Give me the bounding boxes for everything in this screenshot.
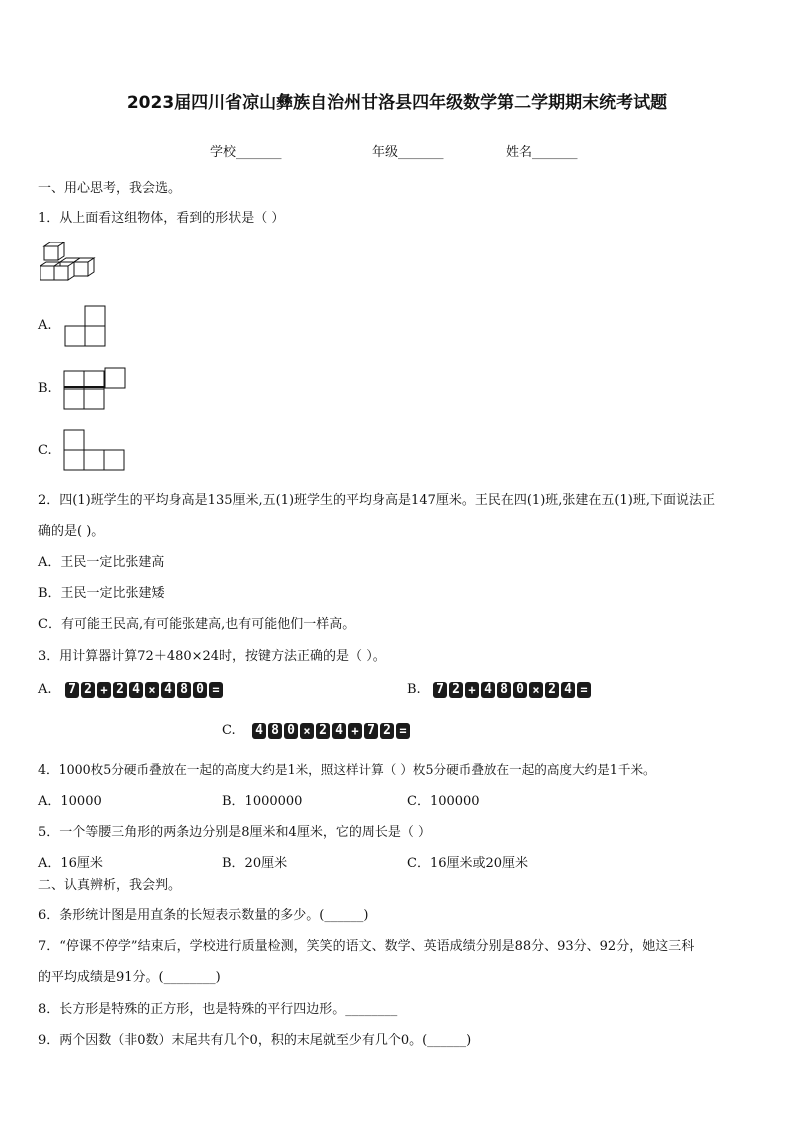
q3-option-a-keys: [65, 682, 223, 698]
calculator-key: 7: [433, 682, 447, 698]
q3-option-b-keys: [433, 682, 591, 698]
q5-option-b: B．20厘米: [222, 856, 288, 871]
school-field: 学校_______: [210, 145, 282, 160]
q2-option-b: B．王民一定比张建矮: [38, 586, 165, 601]
calculator-key: 4: [129, 682, 143, 698]
q1-option-a-label: A.: [38, 318, 52, 333]
q1-option-b-label: B.: [38, 381, 52, 396]
calculator-key: 7: [65, 682, 79, 698]
calculator-key: 4: [481, 682, 495, 698]
calculator-key: =: [396, 723, 410, 739]
q5-option-c: C．16厘米或20厘米: [407, 856, 529, 871]
q1-stem: 1．从上面看这组物体，看到的形状是（ ）: [38, 211, 285, 226]
calculator-key: 2: [113, 682, 127, 698]
calculator-key: ×: [529, 682, 543, 698]
calculator-key: 0: [513, 682, 527, 698]
calculator-key: =: [577, 682, 591, 698]
q2-stem-line2: 确的是( )。: [38, 524, 105, 539]
q7-stem-line1: 7．“停课不停学”结束后，学校进行质量检测，笑笑的语文、数学、英语成绩分别是88分、93分、92分，她这三科: [38, 939, 695, 954]
q5-option-a: A．16厘米: [38, 856, 103, 871]
calculator-key: ×: [145, 682, 159, 698]
q3-option-c-label: C.: [222, 723, 236, 738]
calculator-key: 8: [177, 682, 191, 698]
calculator-key: 0: [193, 682, 207, 698]
q4-option-b: B．1000000: [222, 794, 303, 809]
q5-stem: 5．一个等腰三角形的两条边分别是8厘米和4厘米，它的周长是（ ）: [38, 825, 431, 840]
q3-stem: 3．用计算器计算72＋480×24时，按键方法正确的是（ ）。: [38, 649, 386, 664]
q1-option-a-figure: [64, 305, 108, 353]
name-field: 姓名_______: [506, 145, 578, 160]
calculator-key: +: [465, 682, 479, 698]
grade-field: 年级_______: [372, 145, 444, 160]
q1-cube-figure: [40, 242, 102, 286]
q2-stem-line1: 2．四(1)班学生的平均身高是135厘米,五(1)班学生的平均身高是147厘米。王民在四(1)班,张建在五(1)班,下面说法正: [38, 493, 715, 508]
q9-stem: 9．两个因数（非0数）末尾共有几个0，积的末尾就至少有几个0。(______): [38, 1033, 472, 1048]
section2-heading: 二、认真辨析，我会判。: [38, 878, 182, 893]
calculator-key: 2: [380, 723, 394, 739]
calculator-key: 8: [268, 723, 282, 739]
calculator-key: 4: [561, 682, 575, 698]
q1-option-c-label: C.: [38, 443, 52, 458]
q4-stem: 4．1000枚5分硬币叠放在一起的高度大约是1米，照这样计算（ ）枚5分硬币叠放在一起的高度大约是1千米。: [38, 762, 656, 777]
calculator-key: 7: [364, 723, 378, 739]
q4-option-c: C．100000: [407, 794, 480, 809]
q8-stem: 8．长方形是特殊的正方形，也是特殊的平行四边形。________: [38, 1002, 398, 1017]
calculator-key: ×: [300, 723, 314, 739]
calculator-key: 0: [284, 723, 298, 739]
calculator-key: 4: [332, 723, 346, 739]
calculator-key: 2: [81, 682, 95, 698]
q6-stem: 6．条形统计图是用直条的长短表示数量的多少。(______): [38, 908, 369, 923]
calculator-key: +: [348, 723, 362, 739]
section1-heading: 一、用心思考，我会选。: [38, 181, 182, 196]
exam-title: 2023届四川省凉山彝族自治州甘洛县四年级数学第二学期期末统考试题: [126, 93, 668, 113]
calculator-key: 8: [497, 682, 511, 698]
q7-stem-line2: 的平均成绩是91分。(________): [38, 970, 221, 985]
calculator-key: 4: [161, 682, 175, 698]
q3-option-a-label: A.: [38, 682, 52, 697]
calculator-key: 2: [449, 682, 463, 698]
calculator-key: 2: [545, 682, 559, 698]
q1-option-c-figure: [63, 429, 129, 477]
calculator-key: =: [209, 682, 223, 698]
calculator-key: 2: [316, 723, 330, 739]
q3-option-c-keys: [252, 723, 410, 739]
q4-option-a: A．10000: [38, 794, 102, 809]
q3-option-b-label: B.: [407, 682, 421, 697]
q1-option-b-figure: [63, 367, 129, 415]
calculator-key: 4: [252, 723, 266, 739]
q2-option-a: A．王民一定比张建高: [38, 555, 165, 570]
q2-option-c: C．有可能王民高,有可能张建高,也有可能他们一样高。: [38, 617, 356, 632]
calculator-key: +: [97, 682, 111, 698]
